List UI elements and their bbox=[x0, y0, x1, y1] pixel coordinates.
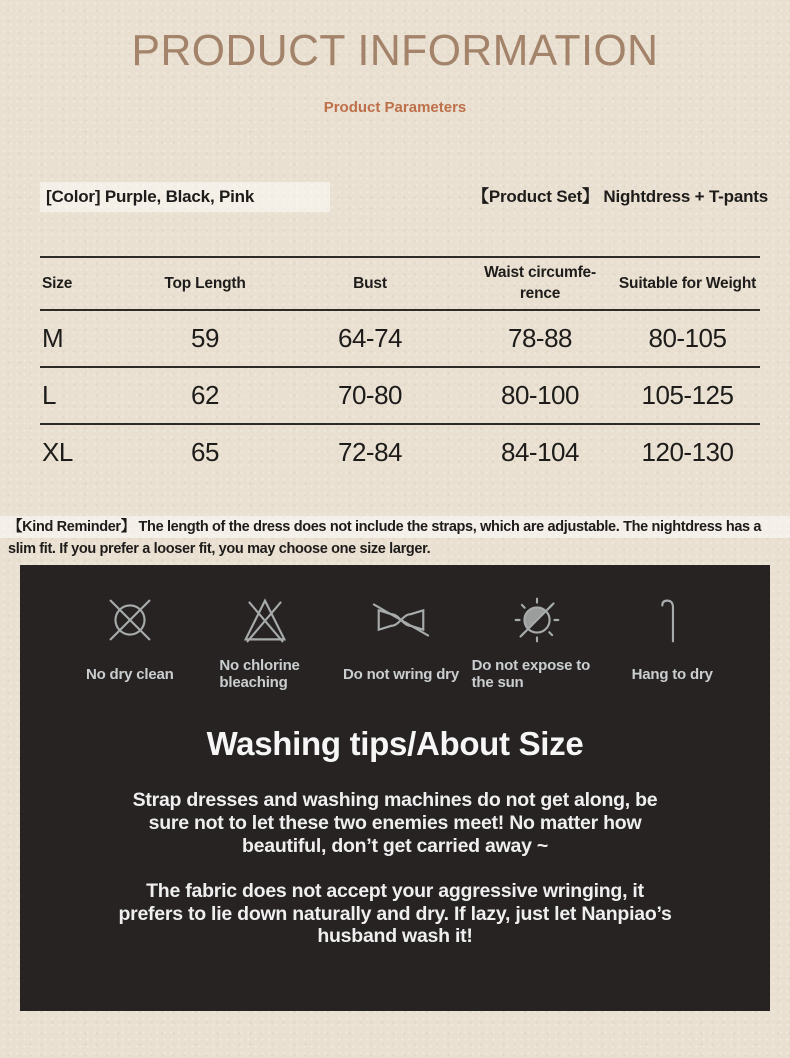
care-item-no-chlorine-bleaching bbox=[198, 591, 334, 695]
top-length-value: 65 bbox=[191, 437, 219, 468]
size-table-header-row bbox=[40, 256, 760, 311]
care-label: Do not wring dry bbox=[343, 665, 459, 683]
page-subtitle: Product Parameters bbox=[323, 99, 467, 117]
size-table bbox=[40, 256, 760, 480]
hang-to-dry-icon bbox=[641, 591, 703, 649]
bust-value: 70-80 bbox=[338, 380, 402, 411]
bust-value: 72-84 bbox=[338, 437, 402, 468]
page-title: PRODUCT INFORMATION bbox=[131, 26, 659, 75]
col-header-top-length: Top Length bbox=[164, 274, 246, 292]
top-length-value: 62 bbox=[191, 380, 219, 411]
size-value: XL bbox=[42, 437, 73, 468]
top-length-value: 59 bbox=[191, 323, 219, 354]
product-attributes bbox=[0, 182, 790, 212]
col-header-waist: Waist circumfe-rence bbox=[484, 263, 596, 302]
do-not-wring-icon bbox=[370, 591, 432, 649]
do-not-expose-sun-icon bbox=[506, 591, 568, 649]
care-item-do-not-expose-sun bbox=[469, 591, 605, 695]
kind-reminder-line: 【Kind Reminder】 The length of the dress does not include the straps, which are adjustable. The nightdress has a bbox=[0, 516, 790, 538]
size-value: L bbox=[42, 380, 56, 411]
care-label: Do not expose to the sun bbox=[471, 657, 591, 692]
care-item-no-dry-clean bbox=[62, 591, 198, 695]
care-label: No dry clean bbox=[85, 665, 174, 683]
care-icons-row bbox=[20, 565, 770, 695]
kind-reminder bbox=[0, 516, 790, 560]
no-chlorine-bleaching-icon bbox=[234, 591, 296, 649]
col-header-bust: Bust bbox=[353, 274, 387, 292]
kind-reminder-line: slim fit. If you prefer a looser fit, you may choose one size larger. bbox=[8, 541, 431, 558]
table-row-xl bbox=[40, 425, 760, 480]
care-item-hang-to-dry bbox=[604, 591, 740, 695]
waist-value: 78-88 bbox=[508, 323, 572, 354]
color-attribute: [Color] Purple, Black, Pink bbox=[40, 182, 330, 212]
washing-paragraph-2: The fabric does not accept your aggressive wringing, it prefers to lie down naturally and dry. If lazy, just let Nanpiao’s husband wash it! bbox=[118, 879, 672, 948]
col-header-weight: Suitable for Weight bbox=[618, 274, 757, 292]
care-label: No chlorine bleaching bbox=[219, 657, 300, 692]
table-row-l bbox=[40, 368, 760, 425]
care-item-do-not-wring bbox=[333, 591, 469, 695]
no-dry-clean-icon bbox=[99, 591, 161, 649]
size-value: M bbox=[42, 323, 64, 354]
table-row-m bbox=[40, 311, 760, 368]
washing-tips-heading: Washing tips/About Size bbox=[206, 725, 584, 763]
weight-value: 105-125 bbox=[641, 380, 734, 411]
waist-value: 84-104 bbox=[501, 437, 579, 468]
bust-value: 64-74 bbox=[338, 323, 402, 354]
weight-value: 120-130 bbox=[641, 437, 734, 468]
care-panel bbox=[20, 565, 770, 1011]
care-label: Hang to dry bbox=[631, 665, 713, 683]
product-set-attribute: 【Product Set】 Nightdress + T-pants bbox=[472, 187, 768, 207]
col-header-size: Size bbox=[42, 274, 73, 292]
weight-value: 80-105 bbox=[648, 323, 727, 354]
waist-value: 80-100 bbox=[501, 380, 579, 411]
washing-paragraph-1: Strap dresses and washing machines do not get along, be sure not to let these two enemies meet! No matter how beautiful, don’t get carried away ~ bbox=[132, 789, 658, 857]
